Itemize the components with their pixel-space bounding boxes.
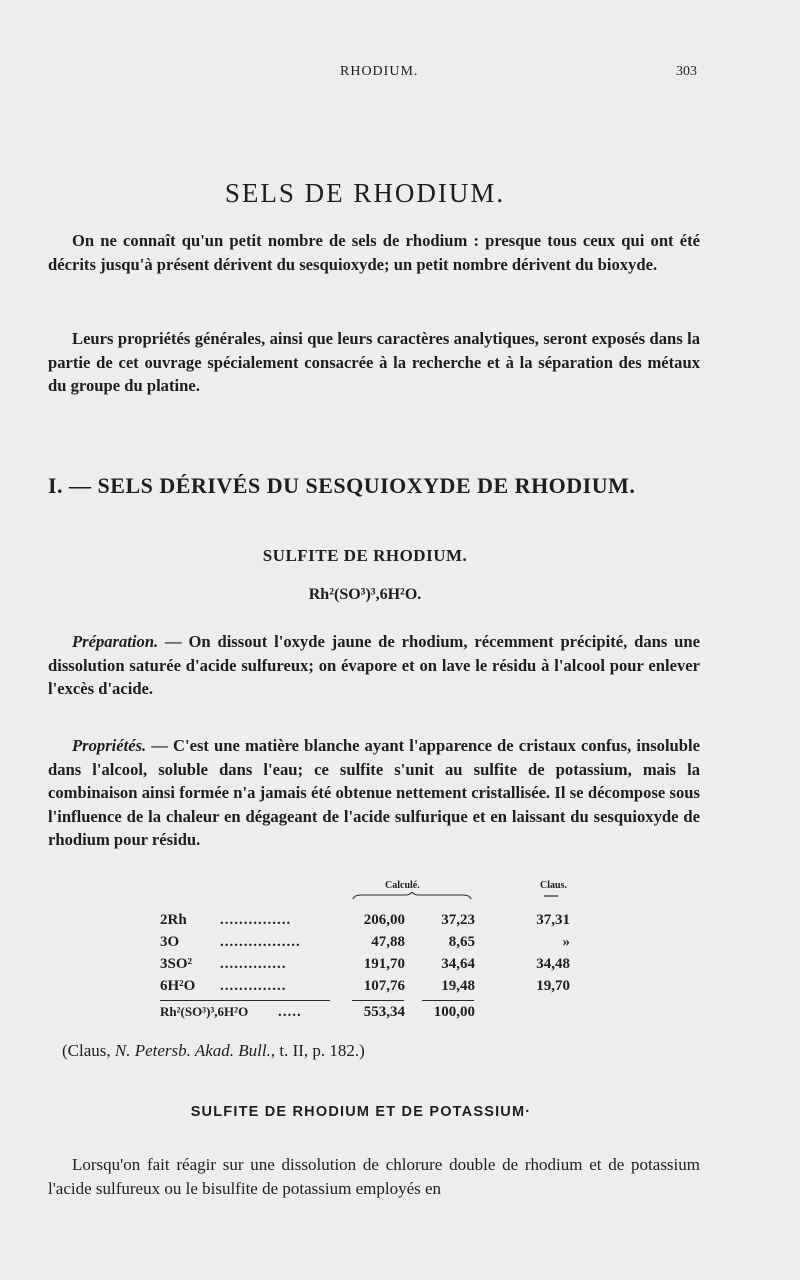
claus-value: 34,48 bbox=[536, 956, 570, 972]
preparation-label: Préparation. bbox=[72, 632, 159, 651]
claus-value: 37,31 bbox=[536, 912, 570, 928]
total-rule bbox=[352, 1000, 404, 1001]
header-claus: Claus. bbox=[540, 880, 567, 891]
intro-paragraph-2: Leurs propriétés générales, ainsi que leurs caractères analytiques, seront exposés dans la partie de cet ouvrage spécialement consacrée à la recherche et à la séparation des métaux du groupe du platine. bbox=[48, 329, 700, 395]
row-label: 3SO² bbox=[160, 956, 193, 972]
properties-label: Propriétés. bbox=[72, 736, 147, 755]
brace-icon bbox=[352, 892, 472, 900]
leader-dots: ............... bbox=[220, 912, 292, 928]
table-total-row bbox=[160, 1004, 590, 1024]
calc-value: 206,00 bbox=[363, 912, 405, 928]
citation-journal: N. Petersb. Akad. Bull. bbox=[114, 1041, 271, 1060]
percent-value: 34,64 bbox=[441, 956, 475, 972]
table-row bbox=[160, 956, 590, 976]
subsection-title: SULFITE DE RHODIUM. bbox=[262, 546, 468, 565]
table-row bbox=[160, 912, 590, 932]
citation bbox=[62, 1041, 702, 1061]
dash-mark-icon bbox=[542, 892, 560, 900]
leader-dots: .............. bbox=[220, 956, 287, 972]
running-head: RHODIUM. bbox=[340, 64, 419, 79]
total-label: Rh²(SO³)³,6H²O bbox=[160, 1004, 249, 1019]
intro-paragraph-1: On ne connaît qu'un petit nombre de sels de rhodium : presque tous ceux qui ont été décrits jusqu'à présent dérivent du sesquioxyde; un petit nombre dérivent du bioxyde. bbox=[48, 231, 700, 274]
preparation-text: — On dissout l'oxyde jaune de rhodium, récemment précipité, dans une dissolution saturée d'acide sulfureux; on évapore et on lave le résidu à l'alcool pour enlever l'excès d'acide. bbox=[48, 632, 700, 698]
percent-value: 37,23 bbox=[441, 912, 475, 928]
leader-dots: ..... bbox=[278, 1004, 302, 1020]
claus-value: » bbox=[562, 934, 570, 950]
preparation-paragraph bbox=[48, 630, 700, 701]
table-row bbox=[160, 934, 590, 954]
properties-paragraph bbox=[48, 734, 700, 852]
total-rule bbox=[160, 1000, 330, 1001]
percent-value: 8,65 bbox=[448, 934, 475, 950]
row-label: 3O bbox=[160, 934, 180, 950]
page-number: 303 bbox=[676, 64, 697, 79]
calc-value: 47,88 bbox=[371, 934, 405, 950]
row-label: 6H²O bbox=[160, 978, 196, 994]
citation-close: , t. II, p. 182.) bbox=[270, 1041, 365, 1060]
total-percent: 100,00 bbox=[433, 1004, 475, 1020]
leader-dots: ................. bbox=[220, 934, 301, 950]
leader-dots: .............. bbox=[220, 978, 287, 994]
claus-value: 19,70 bbox=[536, 978, 570, 994]
citation-open: (Claus, bbox=[62, 1041, 115, 1060]
total-rule bbox=[422, 1000, 474, 1001]
header-calcule: Calculé. bbox=[385, 880, 420, 891]
row-label: 2Rh bbox=[160, 912, 187, 928]
page-title: SELS DE RHODIUM. bbox=[224, 178, 506, 209]
calc-value: 107,76 bbox=[363, 978, 405, 994]
properties-text: — C'est une matière blanche ayant l'apparence de cristaux confus, insoluble dans l'alcool, soluble dans l'eau; ce sulfite s'unit au sulfite de potassium, mais la combinaison ainsi formée n'a jamais été obtenue nettement cristallisée. Il se décompose sous l'influence de la chaleur en dégageant de l'acide sulfurique et en laissant du sesquioxyde de rhodium pour résidu. bbox=[48, 736, 700, 849]
percent-value: 19,48 bbox=[441, 978, 475, 994]
table-row bbox=[160, 978, 590, 998]
section2-paragraph: Lorsqu'on fait réagir sur une dissolution de chlorure double de rhodium et de potassium l'acide sulfureux ou le bisulfite de potassium employés en bbox=[48, 1155, 700, 1198]
chemical-formula: Rh²(SO³)³,6H²O. bbox=[308, 586, 422, 603]
total-calc: 553,34 bbox=[363, 1004, 405, 1020]
section-title: I. — SELS DÉRIVÉS DU SESQUIOXYDE DE RHODIUM. bbox=[48, 473, 636, 498]
section2-title: SULFITE DE RHODIUM ET DE POTASSIUM· bbox=[190, 1104, 532, 1120]
analysis-table bbox=[160, 880, 590, 1020]
calc-value: 191,70 bbox=[363, 956, 405, 972]
